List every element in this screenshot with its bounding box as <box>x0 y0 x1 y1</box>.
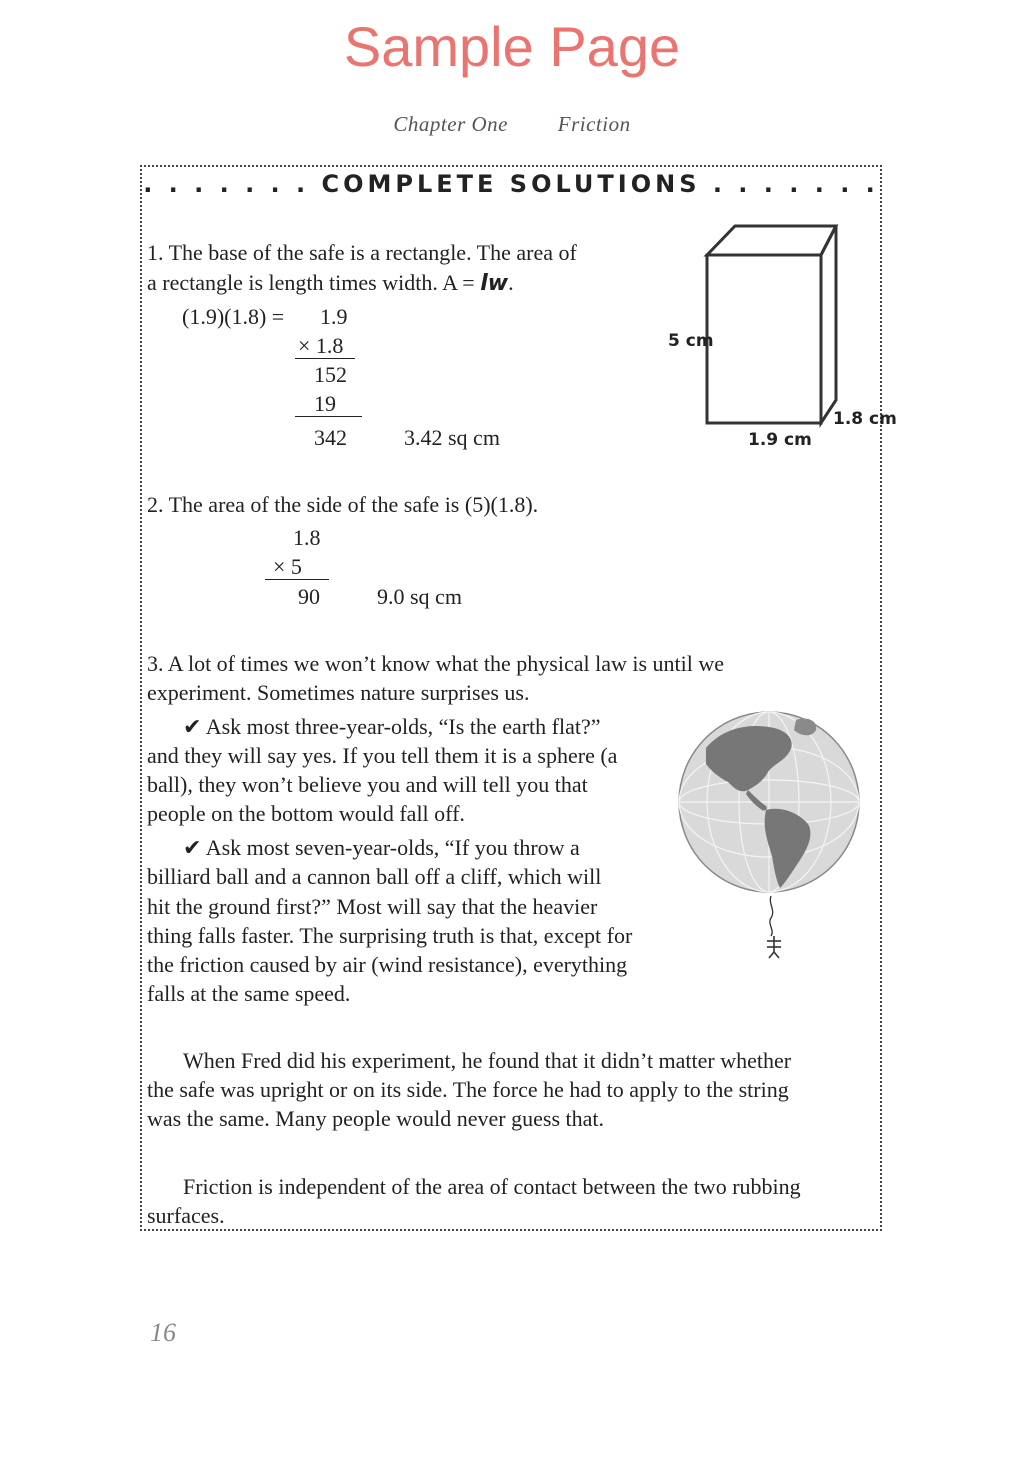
q1-line-2-text: a rectangle is length times width. A = <box>147 270 481 295</box>
check1-line-2: and they will say yes. If you tell them it is a sphere (a <box>147 743 618 768</box>
q2-product: 90 <box>298 584 320 609</box>
globe-illustration <box>676 708 866 960</box>
q1-multiplicand: 1.9 <box>320 304 348 329</box>
fred-line-1: When Fred did his experiment, he found that it didn’t matter whether <box>183 1048 792 1073</box>
q1-line-1: 1. The base of the safe is a rectangle. The area of <box>147 240 577 265</box>
q2-rule <box>265 579 329 580</box>
q1-partial-2: 19 <box>314 391 336 416</box>
fred-line-3: was the same. Many people would never guess that. <box>147 1106 604 1131</box>
q2-line-1: 2. The area of the side of the safe is (5)(1.8). <box>147 492 539 517</box>
sample-page-watermark: Sample Page <box>343 15 681 78</box>
topic-label: Friction <box>557 112 631 136</box>
running-header <box>0 112 1024 137</box>
q1-multiplier: × 1.8 <box>298 333 344 358</box>
q3-line-2: experiment. Sometimes nature surprises us. <box>147 680 530 705</box>
q1-equation: (1.9)(1.8) = <box>182 304 285 329</box>
friction-line-2: surfaces. <box>147 1203 225 1228</box>
q2-multiplicand: 1.8 <box>293 525 321 550</box>
q2-multiplier: × 5 <box>273 554 302 579</box>
check2-line-5: the friction caused by air (wind resistance), everything <box>147 952 628 977</box>
q1-line-2-end: . <box>508 270 514 295</box>
chapter-label: Chapter One <box>393 112 508 136</box>
height-label: 5 cm <box>668 331 714 351</box>
q1-product: 342 <box>314 425 347 450</box>
lw-formula: lw <box>480 271 509 296</box>
check2-line-1: ✔ Ask most seven-year-olds, “If you throw a <box>183 835 580 860</box>
check1-line-1: ✔ Ask most three-year-olds, “Is the earth flat?” <box>183 714 601 739</box>
q3-line-1: 3. A lot of times we won’t know what the physical law is until we <box>147 651 725 676</box>
q1-partial-1: 152 <box>314 362 347 387</box>
friction-line-1: Friction is independent of the area of contact between the two rubbing <box>183 1174 801 1199</box>
q2-answer: 9.0 sq cm <box>377 584 462 609</box>
safe-box-illustration <box>660 218 897 453</box>
check2-line-2: billiard ball and a cannon ball off a cliff, which will <box>147 864 602 889</box>
check1-line-3: ball), they won’t believe you and will tell you that <box>147 772 588 797</box>
width-label: 1.9 cm <box>748 430 812 450</box>
check2-line-3: hit the ground first?” Most will say that the heavier <box>147 894 598 919</box>
check2-line-6: falls at the same speed. <box>147 981 351 1006</box>
page-number: 16 <box>150 1318 176 1347</box>
q1-answer: 3.42 sq cm <box>404 425 500 450</box>
check1-line-4: people on the bottom would fall off. <box>147 801 465 826</box>
q1-rule-2 <box>295 416 362 417</box>
depth-label: 1.8 cm <box>833 409 897 429</box>
q1-line-2 <box>147 268 514 299</box>
fred-line-2: the safe was upright or on its side. The force he had to apply to the string <box>147 1077 789 1102</box>
check2-line-4: thing falls faster. The surprising truth is that, except for <box>147 923 633 948</box>
q1-rule-1 <box>295 358 355 359</box>
section-title: . . . . . . . COMPLETE SOLUTIONS . . . . . . . <box>143 170 879 198</box>
